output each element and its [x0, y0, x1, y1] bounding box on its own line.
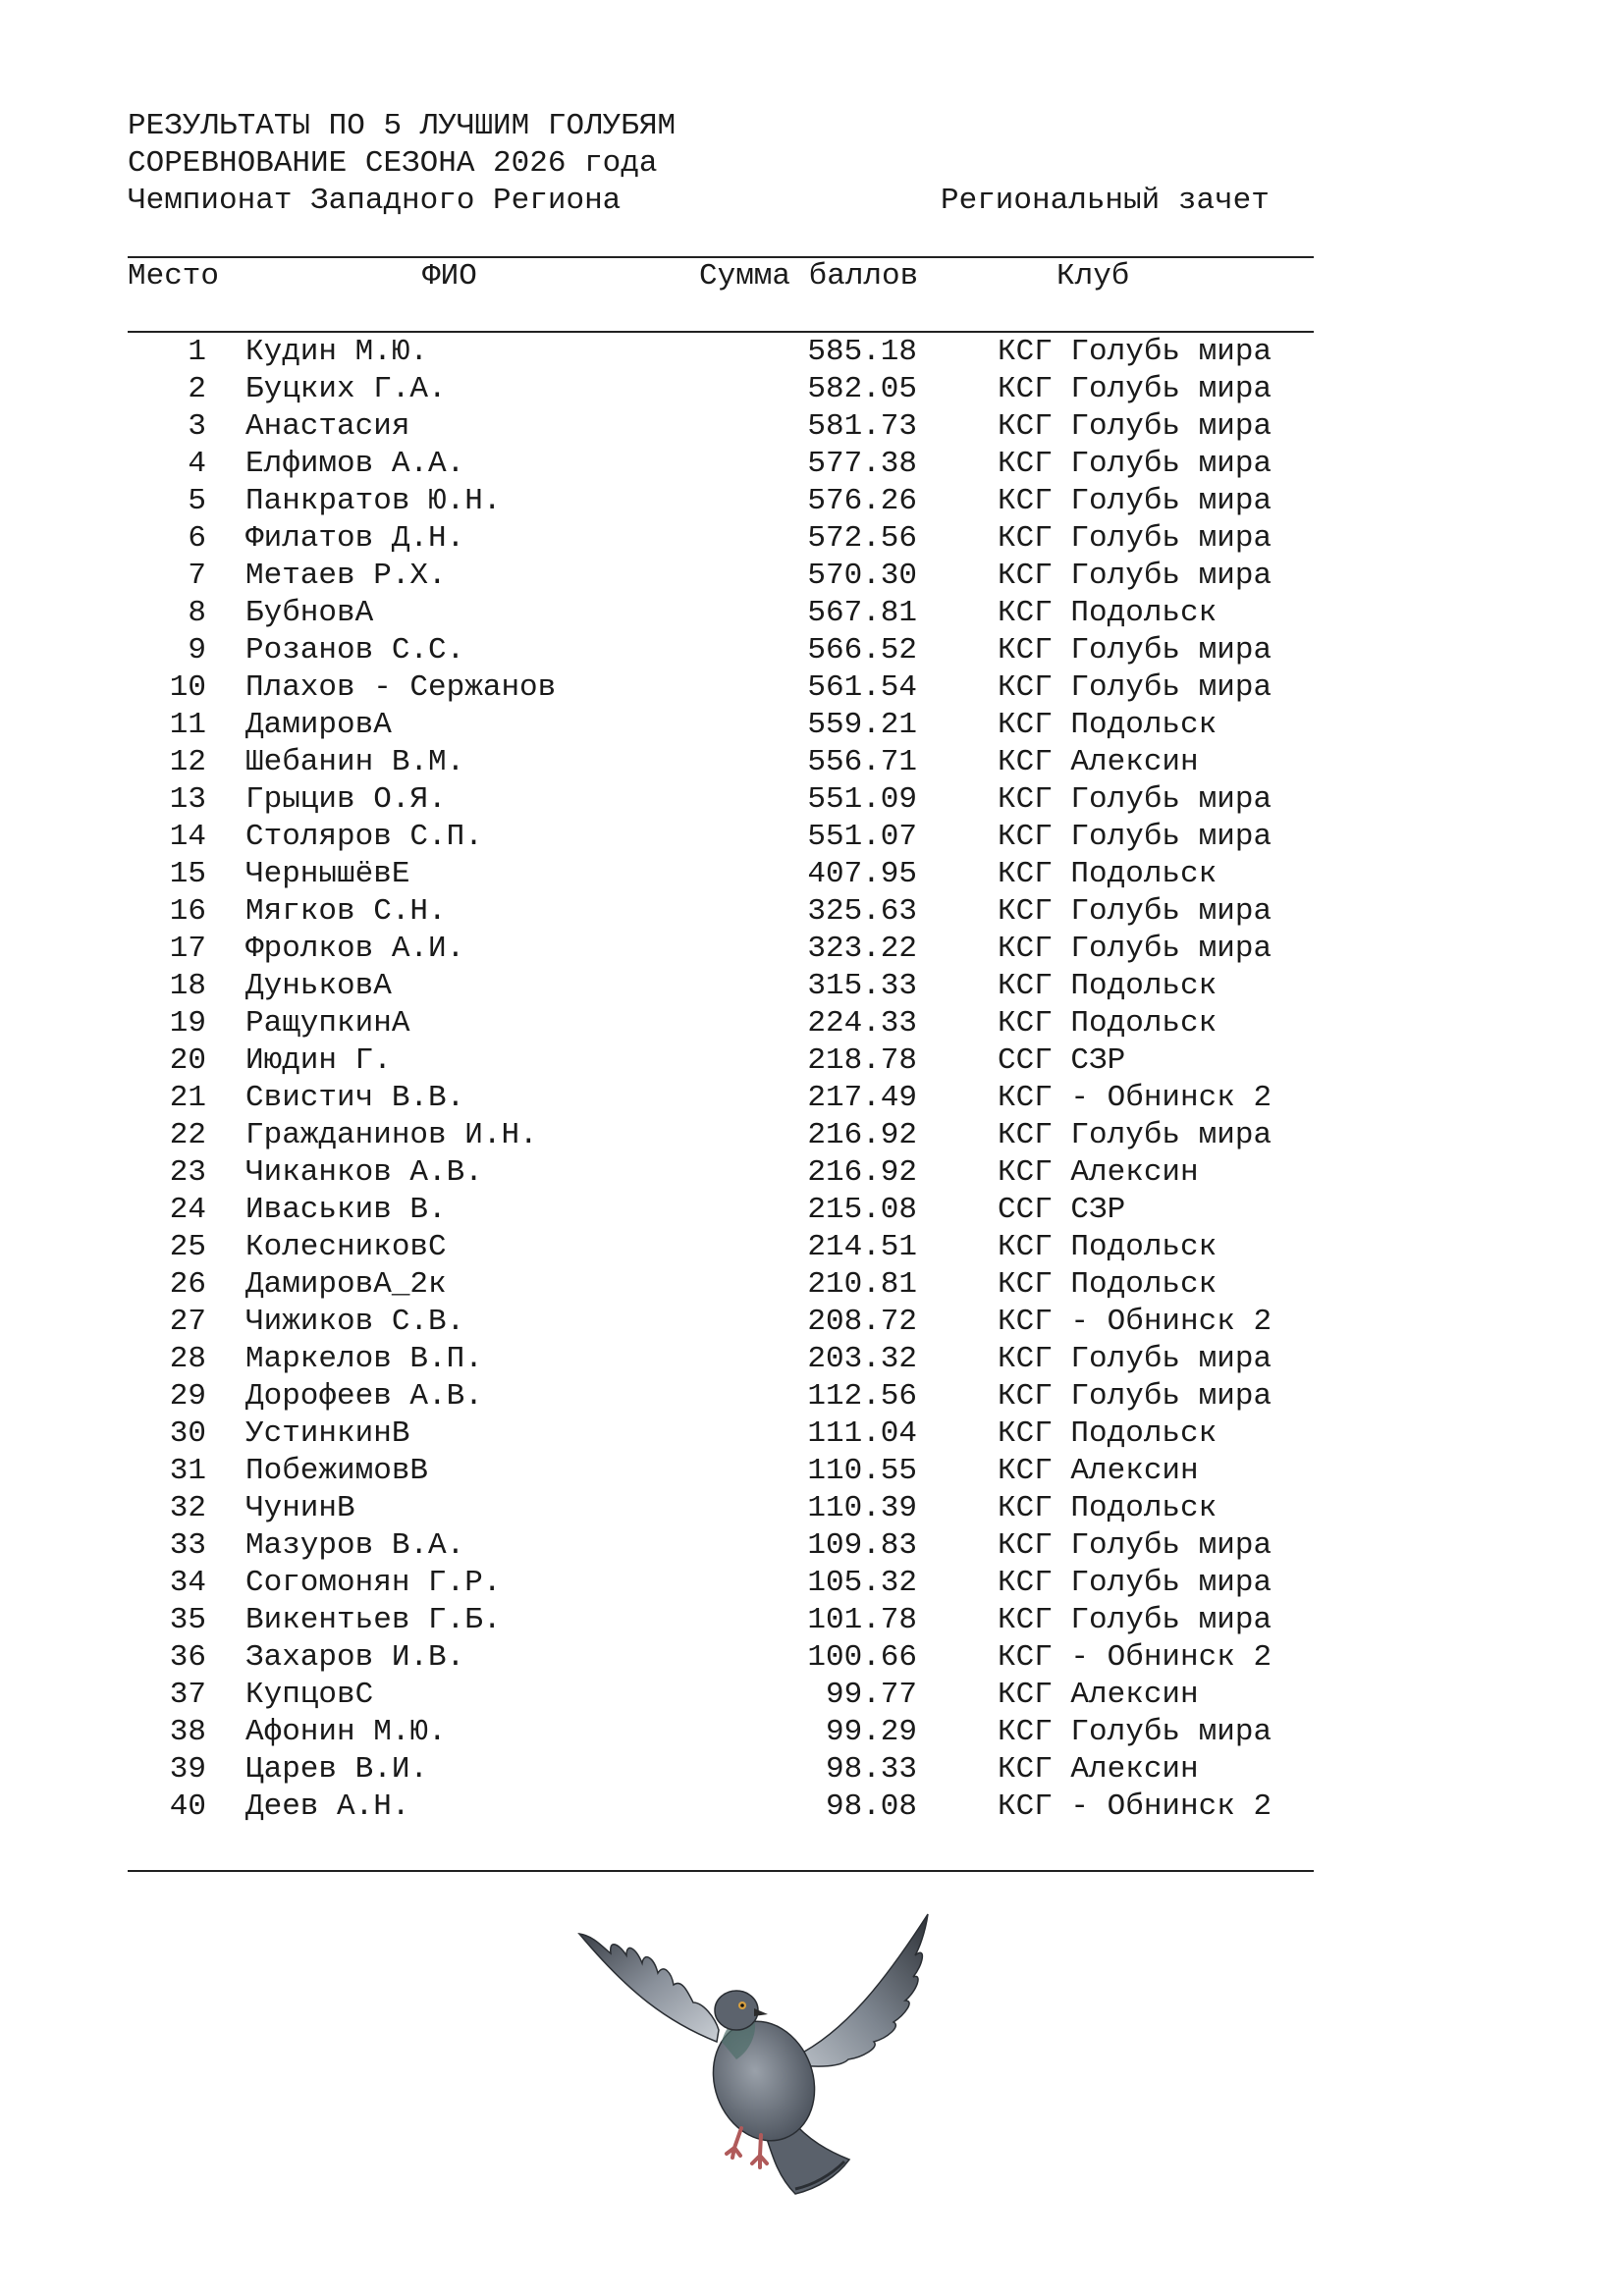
row-place: 20	[169, 1043, 206, 1078]
row-place: 26	[169, 1267, 206, 1302]
row-score: 210.81	[807, 1267, 917, 1302]
row-club: КСГ - Обнинск 2	[998, 1305, 1272, 1339]
table-row	[128, 1565, 1314, 1602]
row-name: Метаев Р.Х.	[245, 559, 447, 593]
column-header-name: ФИО	[422, 259, 477, 294]
row-place: 39	[169, 1752, 206, 1787]
row-name: КолесниковС	[245, 1230, 447, 1264]
row-score: 99.77	[825, 1678, 917, 1712]
row-name: РащупкинА	[245, 1006, 410, 1041]
row-place: 31	[169, 1454, 206, 1488]
row-score: 567.81	[807, 596, 917, 630]
row-name: Деев А.Н.	[245, 1789, 410, 1824]
row-place: 23	[169, 1155, 206, 1190]
row-place: 28	[169, 1342, 206, 1376]
row-club: КСГ Голубь мира	[998, 820, 1272, 854]
row-score: 110.39	[807, 1491, 917, 1525]
table-row	[128, 1789, 1314, 1826]
table-row	[128, 483, 1314, 520]
row-score: 110.55	[807, 1454, 917, 1488]
row-score: 214.51	[807, 1230, 917, 1264]
row-place: 2	[188, 372, 206, 406]
row-name: Панкратов Ю.Н.	[245, 484, 502, 518]
row-name: Мягков С.Н.	[245, 894, 447, 929]
row-place: 3	[188, 409, 206, 444]
row-score: 99.29	[825, 1715, 917, 1749]
row-score: 556.71	[807, 745, 917, 779]
row-score: 582.05	[807, 372, 917, 406]
row-club: КСГ Голубь мира	[998, 670, 1272, 705]
row-score: 570.30	[807, 559, 917, 593]
row-place: 5	[188, 484, 206, 518]
row-score: 112.56	[807, 1379, 917, 1414]
row-club: КСГ Подольск	[998, 1416, 1218, 1451]
table-row	[128, 781, 1314, 819]
row-name: ПобежимовВ	[245, 1454, 429, 1488]
row-name: Царев В.И.	[245, 1752, 429, 1787]
row-score: 98.33	[825, 1752, 917, 1787]
row-club: КСГ Голубь мира	[998, 447, 1272, 481]
row-place: 17	[169, 932, 206, 966]
row-name: КупцовС	[245, 1678, 374, 1712]
title-line-1: РЕЗУЛЬТАТЫ ПО 5 ЛУЧШИМ ГОЛУБЯМ	[128, 109, 677, 143]
table-row	[128, 1117, 1314, 1154]
row-score: 203.32	[807, 1342, 917, 1376]
row-club: КСГ Голубь мира	[998, 1566, 1272, 1600]
row-place: 13	[169, 782, 206, 817]
table-row	[128, 595, 1314, 632]
row-name: Дорофеев А.В.	[245, 1379, 483, 1414]
row-club: КСГ Голубь мира	[998, 932, 1272, 966]
row-score: 98.08	[825, 1789, 917, 1824]
row-name: Столяров С.П.	[245, 820, 483, 854]
table-row	[128, 1192, 1314, 1229]
row-club: КСГ Голубь мира	[998, 633, 1272, 667]
row-club: КСГ Голубь мира	[998, 372, 1272, 406]
row-score: 105.32	[807, 1566, 917, 1600]
row-score: 109.83	[807, 1528, 917, 1563]
row-place: 9	[188, 633, 206, 667]
row-club: КСГ Голубь мира	[998, 1342, 1272, 1376]
row-club: КСГ Алексин	[998, 1678, 1199, 1712]
row-score: 559.21	[807, 708, 917, 742]
row-club: КСГ Голубь мира	[998, 559, 1272, 593]
row-place: 32	[169, 1491, 206, 1525]
table-row	[128, 968, 1314, 1005]
row-place: 34	[169, 1566, 206, 1600]
table-row	[128, 408, 1314, 446]
row-name: Гражданинов И.Н.	[245, 1118, 538, 1152]
row-place: 16	[169, 894, 206, 929]
row-name: Викентьев Г.Б.	[245, 1603, 502, 1637]
pigeon-icon	[550, 1895, 962, 2209]
row-place: 14	[169, 820, 206, 854]
row-club: КСГ Голубь мира	[998, 1715, 1272, 1749]
row-score: 581.73	[807, 409, 917, 444]
row-name: ЧернышёвЕ	[245, 857, 410, 891]
row-place: 22	[169, 1118, 206, 1152]
row-club: ССГ СЗР	[998, 1043, 1126, 1078]
row-name: Афонин М.Ю.	[245, 1715, 447, 1749]
table-row	[128, 1042, 1314, 1080]
row-club: КСГ Голубь мира	[998, 1118, 1272, 1152]
row-name: Елфимов А.А.	[245, 447, 465, 481]
row-club: КСГ Подольск	[998, 1006, 1218, 1041]
table-row	[128, 520, 1314, 558]
row-club: КСГ Алексин	[998, 1454, 1199, 1488]
row-score: 208.72	[807, 1305, 917, 1339]
table-row	[128, 1714, 1314, 1751]
row-place: 4	[188, 447, 206, 481]
row-club: КСГ Подольск	[998, 1230, 1218, 1264]
row-club: КСГ - Обнинск 2	[998, 1640, 1272, 1675]
row-name: Свистич В.В.	[245, 1081, 465, 1115]
row-club: КСГ Алексин	[998, 745, 1199, 779]
row-place: 33	[169, 1528, 206, 1563]
title-line-2: СОРЕВНОВАНИЕ СЕЗОНА 2026 года	[128, 146, 658, 181]
row-club: КСГ - Обнинск 2	[998, 1081, 1272, 1115]
row-place: 6	[188, 521, 206, 556]
row-name: Плахов - Сержанов	[245, 670, 557, 705]
standings-type: Региональный зачет	[941, 184, 1270, 218]
row-score: 224.33	[807, 1006, 917, 1041]
row-club: КСГ Подольск	[998, 1267, 1218, 1302]
row-club: ССГ СЗР	[998, 1193, 1126, 1227]
table-row	[128, 931, 1314, 968]
table-row	[128, 558, 1314, 595]
row-place: 15	[169, 857, 206, 891]
row-score: 566.52	[807, 633, 917, 667]
row-name: ДамировА	[245, 708, 392, 742]
table-row	[128, 1415, 1314, 1453]
row-club: КСГ Голубь мира	[998, 1379, 1272, 1414]
row-place: 24	[169, 1193, 206, 1227]
table-row	[128, 669, 1314, 707]
row-name: Чижиков С.В.	[245, 1305, 465, 1339]
row-place: 18	[169, 969, 206, 1003]
row-place: 7	[188, 559, 206, 593]
row-score: 100.66	[807, 1640, 917, 1675]
table-row	[128, 1490, 1314, 1527]
row-score: 561.54	[807, 670, 917, 705]
table-row	[128, 446, 1314, 483]
column-header-score: Сумма баллов	[699, 259, 919, 294]
row-club: КСГ Голубь мира	[998, 894, 1272, 929]
row-place: 11	[169, 708, 206, 742]
row-name: Июдин Г.	[245, 1043, 392, 1078]
table-row	[128, 707, 1314, 744]
row-place: 8	[188, 596, 206, 630]
table-row	[128, 856, 1314, 893]
row-name: Розанов С.С.	[245, 633, 465, 667]
table-row	[128, 1527, 1314, 1565]
column-header-place: Место	[128, 259, 220, 294]
row-place: 25	[169, 1230, 206, 1264]
row-club: КСГ Подольск	[998, 1491, 1218, 1525]
row-club: КСГ Алексин	[998, 1752, 1199, 1787]
row-score: 572.56	[807, 521, 917, 556]
row-score: 585.18	[807, 335, 917, 369]
table-row	[128, 1080, 1314, 1117]
row-place: 21	[169, 1081, 206, 1115]
row-name: ЧунинВ	[245, 1491, 355, 1525]
table-row	[128, 1677, 1314, 1714]
row-place: 36	[169, 1640, 206, 1675]
row-score: 577.38	[807, 447, 917, 481]
row-place: 27	[169, 1305, 206, 1339]
row-club: КСГ Алексин	[998, 1155, 1199, 1190]
row-club: КСГ Голубь мира	[998, 782, 1272, 817]
table-row	[128, 1378, 1314, 1415]
row-name: Фролков А.И.	[245, 932, 465, 966]
table-row	[128, 632, 1314, 669]
row-name: Буцких Г.А.	[245, 372, 447, 406]
row-place: 29	[169, 1379, 206, 1414]
table-row	[128, 893, 1314, 931]
row-score: 101.78	[807, 1603, 917, 1637]
results-table	[128, 334, 1314, 1826]
row-club: КСГ Подольск	[998, 708, 1218, 742]
row-score: 551.09	[807, 782, 917, 817]
row-place: 10	[169, 670, 206, 705]
row-club: КСГ Голубь мира	[998, 335, 1272, 369]
row-place: 1	[188, 335, 206, 369]
divider-bottom	[128, 1870, 1314, 1872]
row-club: КСГ Голубь мира	[998, 1528, 1272, 1563]
row-name: Мазуров В.А.	[245, 1528, 465, 1563]
row-place: 19	[169, 1006, 206, 1041]
row-place: 12	[169, 745, 206, 779]
row-score: 216.92	[807, 1155, 917, 1190]
divider-header	[128, 331, 1314, 333]
row-score: 111.04	[807, 1416, 917, 1451]
row-club: КСГ Голубь мира	[998, 484, 1272, 518]
table-row	[128, 371, 1314, 408]
table-row	[128, 1266, 1314, 1304]
row-name: ДуньковА	[245, 969, 392, 1003]
row-club: КСГ Подольск	[998, 596, 1218, 630]
row-club: КСГ - Обнинск 2	[998, 1789, 1272, 1824]
row-place: 38	[169, 1715, 206, 1749]
table-row	[128, 1602, 1314, 1639]
table-row	[128, 1154, 1314, 1192]
row-name: Иваськив В.	[245, 1193, 447, 1227]
row-name: Согомонян Г.Р.	[245, 1566, 502, 1600]
table-row	[128, 819, 1314, 856]
row-club: КСГ Голубь мира	[998, 521, 1272, 556]
row-name: БубновА	[245, 596, 374, 630]
row-name: Шебанин В.М.	[245, 745, 465, 779]
row-name: Захаров И.В.	[245, 1640, 465, 1675]
table-row	[128, 1341, 1314, 1378]
row-place: 35	[169, 1603, 206, 1637]
table-row	[128, 1005, 1314, 1042]
table-row	[128, 1229, 1314, 1266]
row-name: Кудин М.Ю.	[245, 335, 429, 369]
row-place: 40	[169, 1789, 206, 1824]
championship-name: Чемпионат Западного Региона	[128, 184, 622, 218]
row-score: 325.63	[807, 894, 917, 929]
table-row	[128, 1453, 1314, 1490]
row-club: КСГ Подольск	[998, 857, 1218, 891]
row-name: Грыцив О.Я.	[245, 782, 447, 817]
row-score: 217.49	[807, 1081, 917, 1115]
row-name: Чиканков А.В.	[245, 1155, 483, 1190]
table-row	[128, 744, 1314, 781]
row-name: ДамировА_2к	[245, 1267, 447, 1302]
row-club: КСГ Голубь мира	[998, 409, 1272, 444]
row-place: 30	[169, 1416, 206, 1451]
row-name: УстинкинВ	[245, 1416, 410, 1451]
row-score: 218.78	[807, 1043, 917, 1078]
row-club: КСГ Голубь мира	[998, 1603, 1272, 1637]
row-score: 323.22	[807, 932, 917, 966]
row-score: 216.92	[807, 1118, 917, 1152]
table-row	[128, 1639, 1314, 1677]
row-place: 37	[169, 1678, 206, 1712]
row-score: 407.95	[807, 857, 917, 891]
row-name: Маркелов В.П.	[245, 1342, 483, 1376]
table-row	[128, 1751, 1314, 1789]
row-club: КСГ Подольск	[998, 969, 1218, 1003]
row-score: 576.26	[807, 484, 917, 518]
column-header-club: Клуб	[1056, 259, 1130, 294]
table-row	[128, 1304, 1314, 1341]
table-row	[128, 334, 1314, 371]
row-name: Филатов Д.Н.	[245, 521, 465, 556]
row-score: 551.07	[807, 820, 917, 854]
row-score: 315.33	[807, 969, 917, 1003]
row-score: 215.08	[807, 1193, 917, 1227]
row-name: Анастасия	[245, 409, 410, 444]
